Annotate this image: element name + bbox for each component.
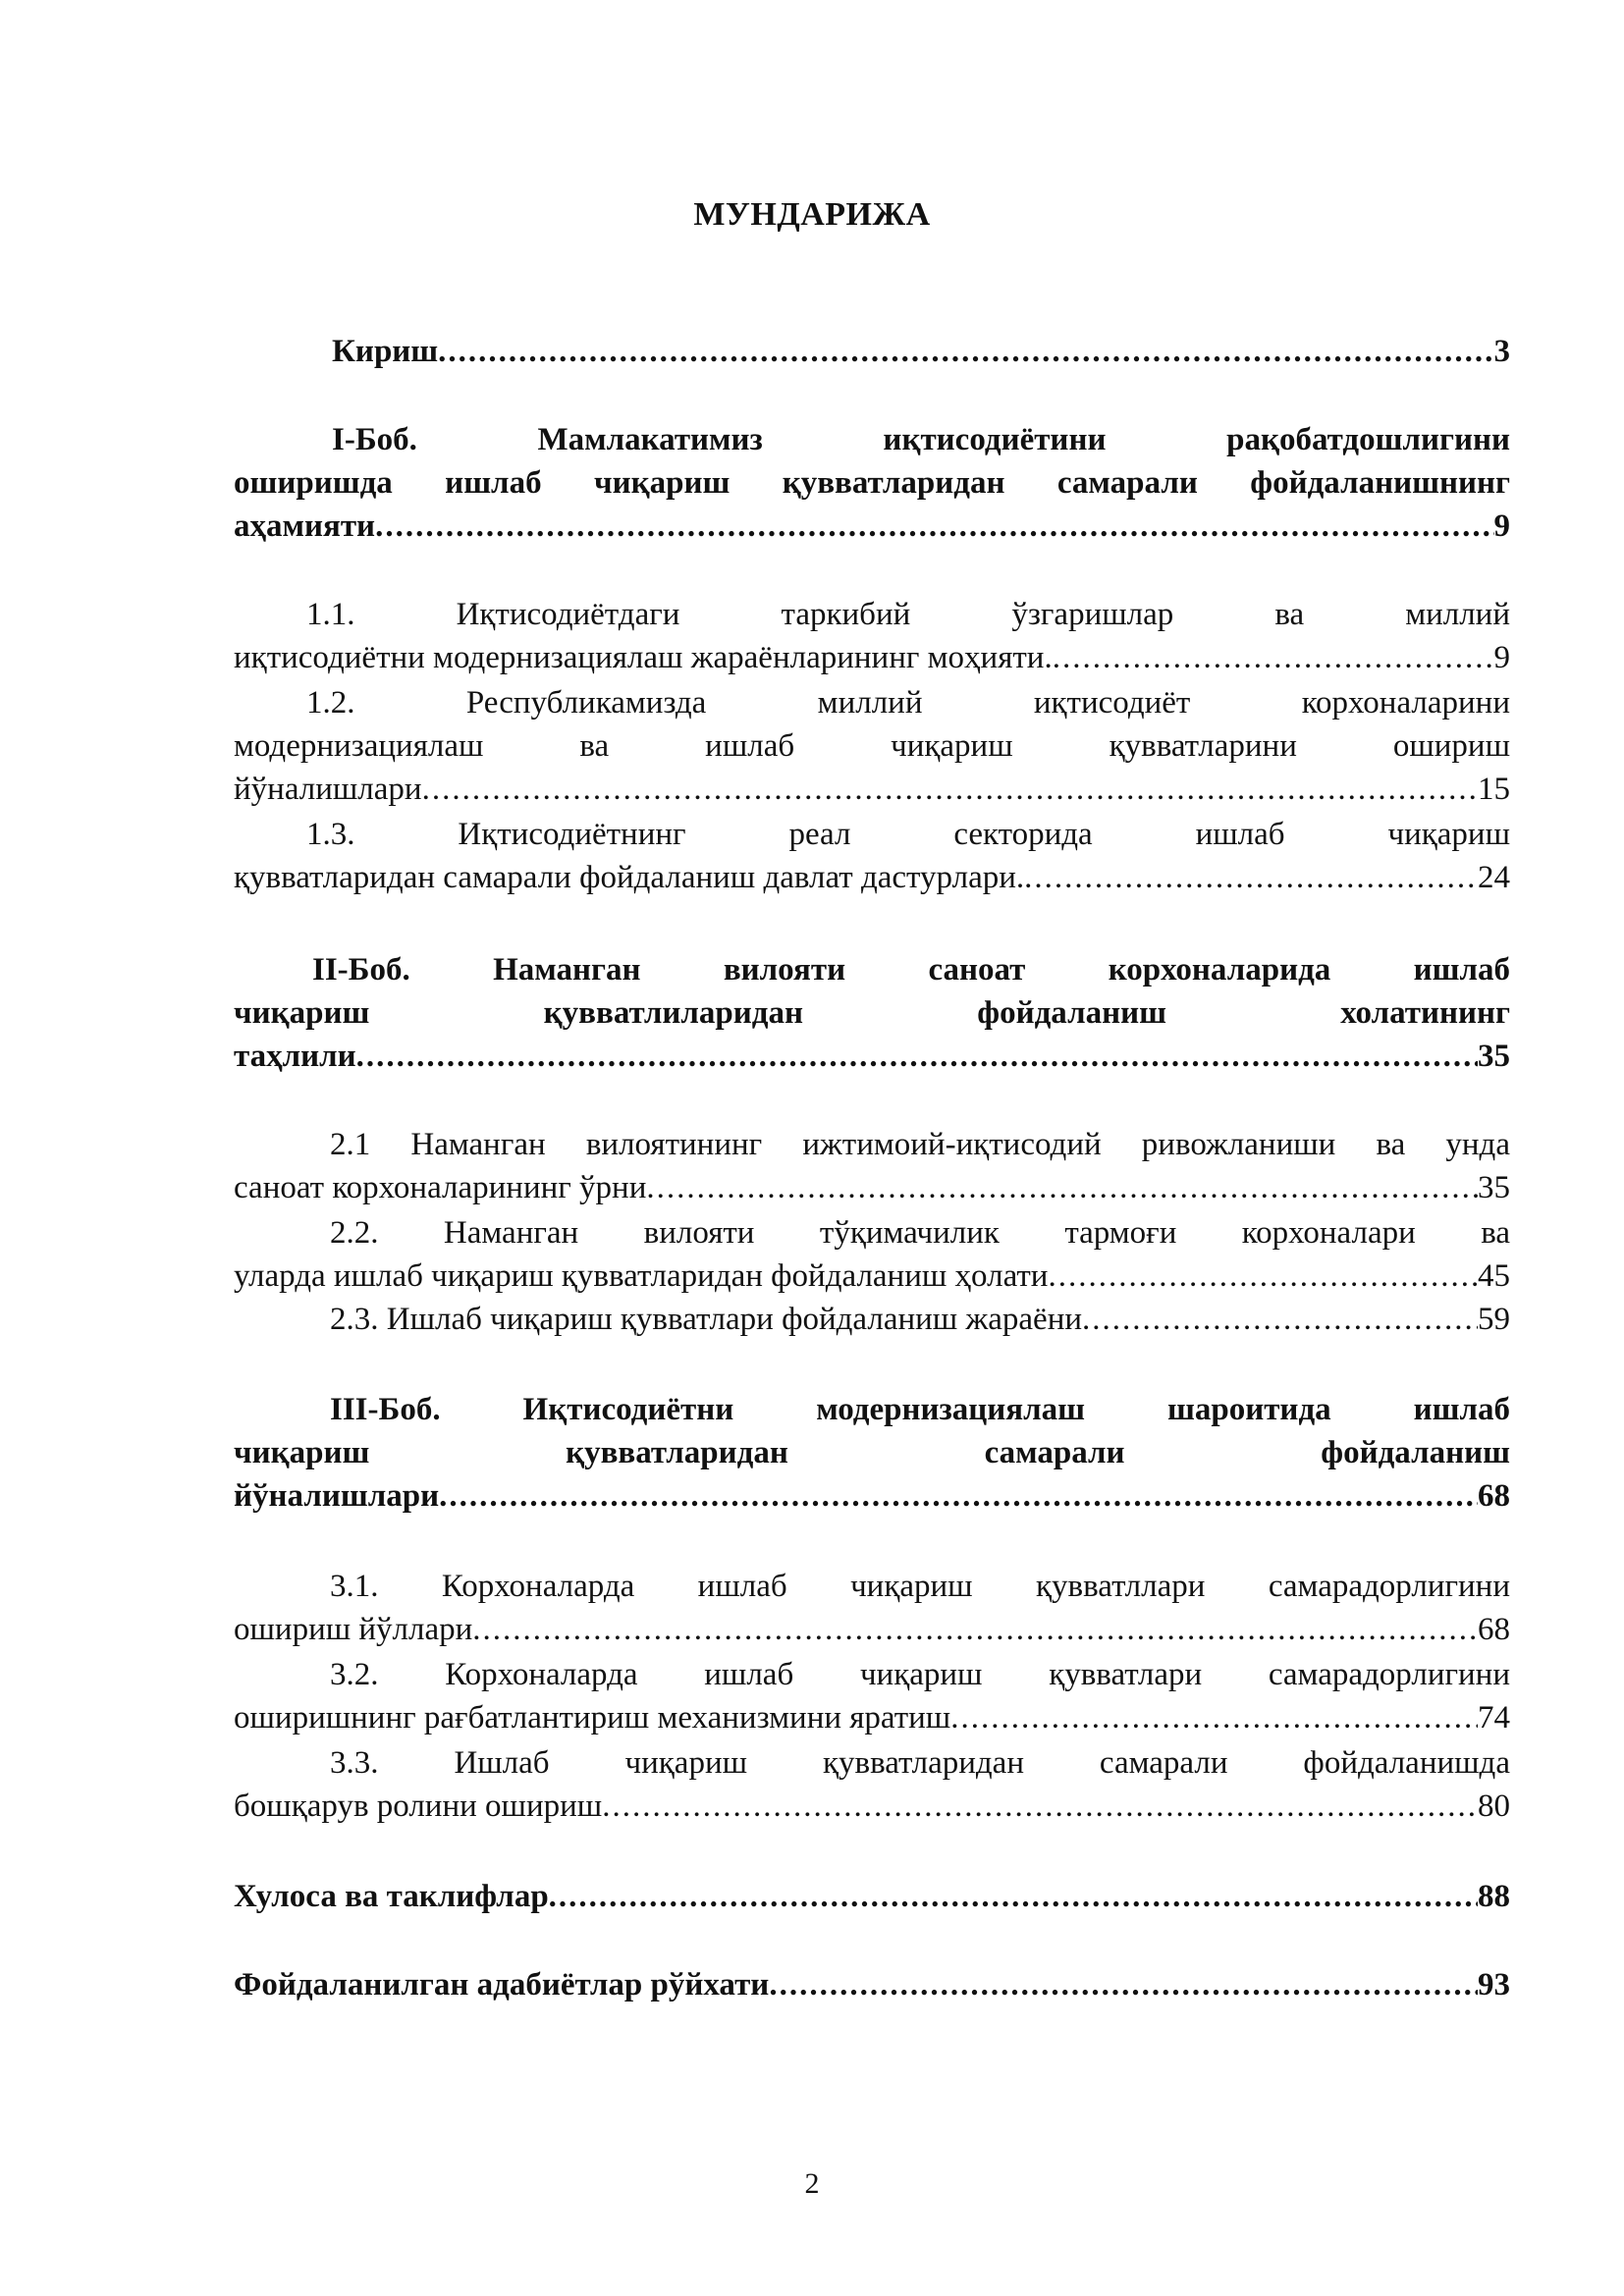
- toc-page-number: 3: [1493, 334, 1510, 369]
- toc-line: оширишда ишлаб чиқариш қувватларидан самарали фойдаланишнинг: [234, 465, 1510, 501]
- toc-entry-section-3-1: [234, 1565, 1510, 1651]
- page-number: 2: [804, 2167, 820, 2200]
- toc-page-number: 93: [1478, 1967, 1510, 2002]
- leader-dots: [375, 505, 1493, 548]
- toc-label: оширишнинг рағбатлантириш механизмини яратиш: [234, 1700, 951, 1735]
- toc-line: 3.1. Корхоналарда ишлаб чиқариш қувватллари самарадорлигини: [330, 1569, 1510, 1604]
- leader-dots: [769, 1963, 1478, 2006]
- toc-entry-section-3-3: [234, 1741, 1510, 1828]
- toc-page-number: 9: [1493, 508, 1510, 544]
- toc-label: аҳамияти: [234, 508, 376, 544]
- toc-entry-section-1-3: [234, 813, 1510, 899]
- toc-page-number: 35: [1478, 1039, 1510, 1074]
- leader-dots: [356, 1035, 1478, 1078]
- toc-line: 2.1 Наманган вилоятининг ижтимоий-иқтисодий ривожланиши ва унда: [330, 1127, 1510, 1162]
- leader-dots: [439, 1474, 1478, 1518]
- toc-line: модернизациялаш ва ишлаб чиқариш қувватларини ошириш: [234, 728, 1510, 764]
- leader-dots: [1024, 856, 1478, 899]
- toc-label: таҳлили: [234, 1039, 356, 1074]
- toc-entry-section-1-1: [234, 593, 1510, 679]
- leader-dots: [1048, 1255, 1478, 1298]
- toc-label: уларда ишлаб чиқариш қувватларидан фойдаланиш ҳолати: [234, 1258, 1049, 1294]
- toc-entry-conclusion: [234, 1875, 1510, 1918]
- toc-line: 3.3. Ишлаб чиқариш қувватларидан самарали фойдаланишда: [330, 1745, 1510, 1781]
- toc-entry-chapter-1: [234, 418, 1510, 548]
- toc-line: II-Боб. Наманган вилояти саноат корхоналарида ишлаб: [312, 952, 1510, 988]
- toc-page-number: 88: [1478, 1879, 1510, 1914]
- toc-entry-section-2-1: [234, 1123, 1510, 1209]
- toc-entry-references: [234, 1963, 1510, 2006]
- toc-line: чиқариш қувватларидан самарали фойдаланиш: [234, 1435, 1510, 1470]
- toc-entry-chapter-3: [234, 1388, 1510, 1518]
- toc-page-number: 15: [1478, 772, 1510, 807]
- toc-label: саноат корхоналарининг ўрни: [234, 1170, 647, 1205]
- toc-label: Кириш: [332, 334, 439, 369]
- toc-page-number: 80: [1478, 1789, 1510, 1824]
- toc-entry-section-1-2: [234, 681, 1510, 811]
- toc-page-number: 74: [1478, 1700, 1510, 1735]
- toc-label: қувватларидан самарали фойдаланиш давлат дастурлари.: [234, 860, 1025, 895]
- toc-entry-intro: [234, 330, 1510, 373]
- toc-line: 3.2. Корхоналарда ишлаб чиқариш қувватлари самарадорлигини: [330, 1657, 1510, 1692]
- toc-page-number: 68: [1478, 1478, 1510, 1514]
- toc-label: Фойдаланилган адабиётлар рўйхати: [234, 1967, 770, 2002]
- leader-dots: [1053, 636, 1494, 679]
- toc-entry-section-3-2: [234, 1653, 1510, 1739]
- toc-label: ошириш йўллари: [234, 1612, 473, 1647]
- toc-entry-section-2-2: [234, 1211, 1510, 1298]
- toc-label: бошқарув ролини ошириш: [234, 1789, 603, 1824]
- toc-entry-section-2-3: [234, 1298, 1510, 1341]
- toc-label: йўналишлари: [234, 1478, 440, 1514]
- toc-label: иқтисодиётни модернизациялаш жараёнларининг моҳияти.: [234, 640, 1053, 675]
- leader-dots: [422, 768, 1478, 811]
- toc-entry-chapter-2: [234, 948, 1510, 1078]
- leader-dots: [646, 1166, 1478, 1209]
- toc-page-number: 68: [1478, 1612, 1510, 1647]
- toc-page-number: 59: [1478, 1302, 1510, 1337]
- toc-line: 1.2. Республикамизда миллий иқтисодиёт корхоналарини: [306, 685, 1510, 721]
- leader-dots: [472, 1608, 1478, 1651]
- toc-label: йўналишлари: [234, 772, 422, 807]
- toc-label: 2.3. Ишлаб чиқариш қувватлари фойдаланиш жараёни: [330, 1302, 1083, 1337]
- toc-line: I-Боб. Мамлакатимиз иқтисодиётини рақобатдошлигини: [332, 422, 1510, 457]
- toc-line: чиқариш қувватлиларидан фойдаланиш холатининг: [234, 995, 1510, 1031]
- leader-dots: [950, 1696, 1478, 1739]
- toc-page-number: 9: [1493, 640, 1510, 675]
- leader-dots: [602, 1785, 1478, 1828]
- toc-line: 1.3. Иқтисодиётнинг реал секторида ишлаб чиқариш: [306, 817, 1510, 852]
- toc-line: 2.2. Наманган вилояти тўқимачилик тармоғи корхоналари ва: [330, 1215, 1510, 1251]
- toc-line: III-Боб. Иқтисодиётни модернизациялаш шароитида ишлаб: [330, 1392, 1510, 1427]
- toc-page-number: 24: [1478, 860, 1510, 895]
- toc-label: Хулоса ва таклифлар: [234, 1879, 549, 1914]
- leader-dots: [438, 330, 1493, 373]
- toc-line: 1.1. Иқтисодиётдаги таркибий ўзгаришлар ва миллий: [306, 597, 1510, 632]
- toc-page-number: 35: [1478, 1170, 1510, 1205]
- toc-page-number: 45: [1478, 1258, 1510, 1294]
- leader-dots: [549, 1875, 1478, 1918]
- leader-dots: [1082, 1298, 1478, 1341]
- page-title: МУНДАРИЖА: [693, 196, 931, 233]
